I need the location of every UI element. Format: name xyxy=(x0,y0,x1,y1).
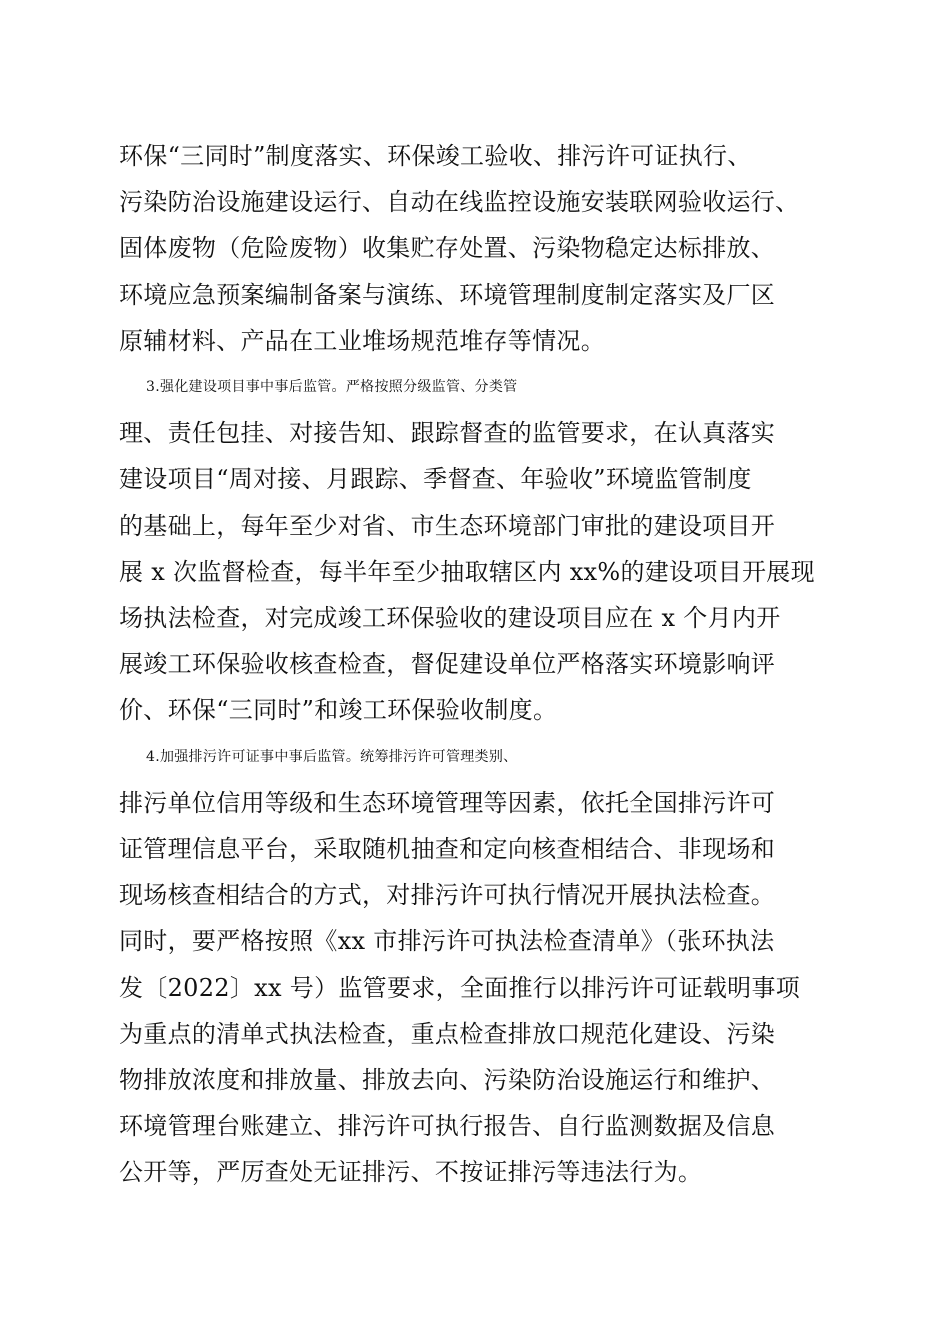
text-line: 公开等，严厉查处无证排污、不按证排污等违法行为。 xyxy=(119,1158,703,1186)
text-line: 场执法检查，对完成竣工环保验收的建设项目应在 x 个月内开 xyxy=(119,604,781,632)
text-line: 排污单位信用等级和生态环境管理等因素，依托全国排污许可 xyxy=(119,789,776,817)
text-line: 同时，要严格按照《xx 市排污许可执法检查清单》（张环执法 xyxy=(119,927,775,955)
paragraph-3-start: 3.强化建设项目事中事后监管。严格按照分级监管、分类管 xyxy=(146,379,518,395)
text-line: 环保“三同时”制度落实、环保竣工验收、排污许可证执行、 xyxy=(119,142,752,170)
text-line: 发〔2022〕xx 号）监管要求，全面推行以排污许可证载明事项 xyxy=(119,974,801,1002)
text-line: 环境管理台账建立、排污许可执行报告、自行监测数据及信息 xyxy=(119,1112,776,1140)
text-line: 为重点的清单式执法检查，重点检查排放口规范化建设、污染 xyxy=(119,1020,776,1048)
text-line: 展竣工环保验收核查检查，督促建设单位严格落实环境影响评 xyxy=(119,650,776,678)
text-line: 价、环保“三同时”和竣工环保验收制度。 xyxy=(119,696,558,724)
text-line: 建设项目“周对接、月跟踪、季督查、年验收”环境监管制度 xyxy=(119,465,752,493)
text-line: 证管理信息平台，采取随机抽查和定向核查相结合、非现场和 xyxy=(119,835,776,863)
paragraph-4-start: 4.加强排污许可证事中事后监管。统筹排污许可管理类别、 xyxy=(146,749,518,765)
text-line: 展 x 次监督检查，每半年至少抽取辖区内 xx%的建设项目开展现 xyxy=(119,558,815,586)
text-line: 环境应急预案编制备案与演练、环境管理制度制定落实及厂区 xyxy=(119,281,776,309)
text-line: 物排放浓度和排放量、排放去向、污染防治设施运行和维护、 xyxy=(119,1066,776,1094)
text-line: 污染防治设施建设运行、自动在线监控设施安装联网验收运行、 xyxy=(119,188,800,216)
text-line: 的基础上，每年至少对省、市生态环境部门审批的建设项目开 xyxy=(119,512,776,540)
text-line: 固体废物（危险废物）收集贮存处置、污染物稳定达标排放、 xyxy=(119,234,776,262)
text-line: 理、责任包挂、对接告知、跟踪督查的监管要求，在认真落实 xyxy=(119,419,776,447)
text-line: 原辅材料、产品在工业堆场规范堆存等情况。 xyxy=(119,327,605,355)
text-line: 现场核查相结合的方式，对排污许可执行情况开展执法检查。 xyxy=(119,881,776,909)
